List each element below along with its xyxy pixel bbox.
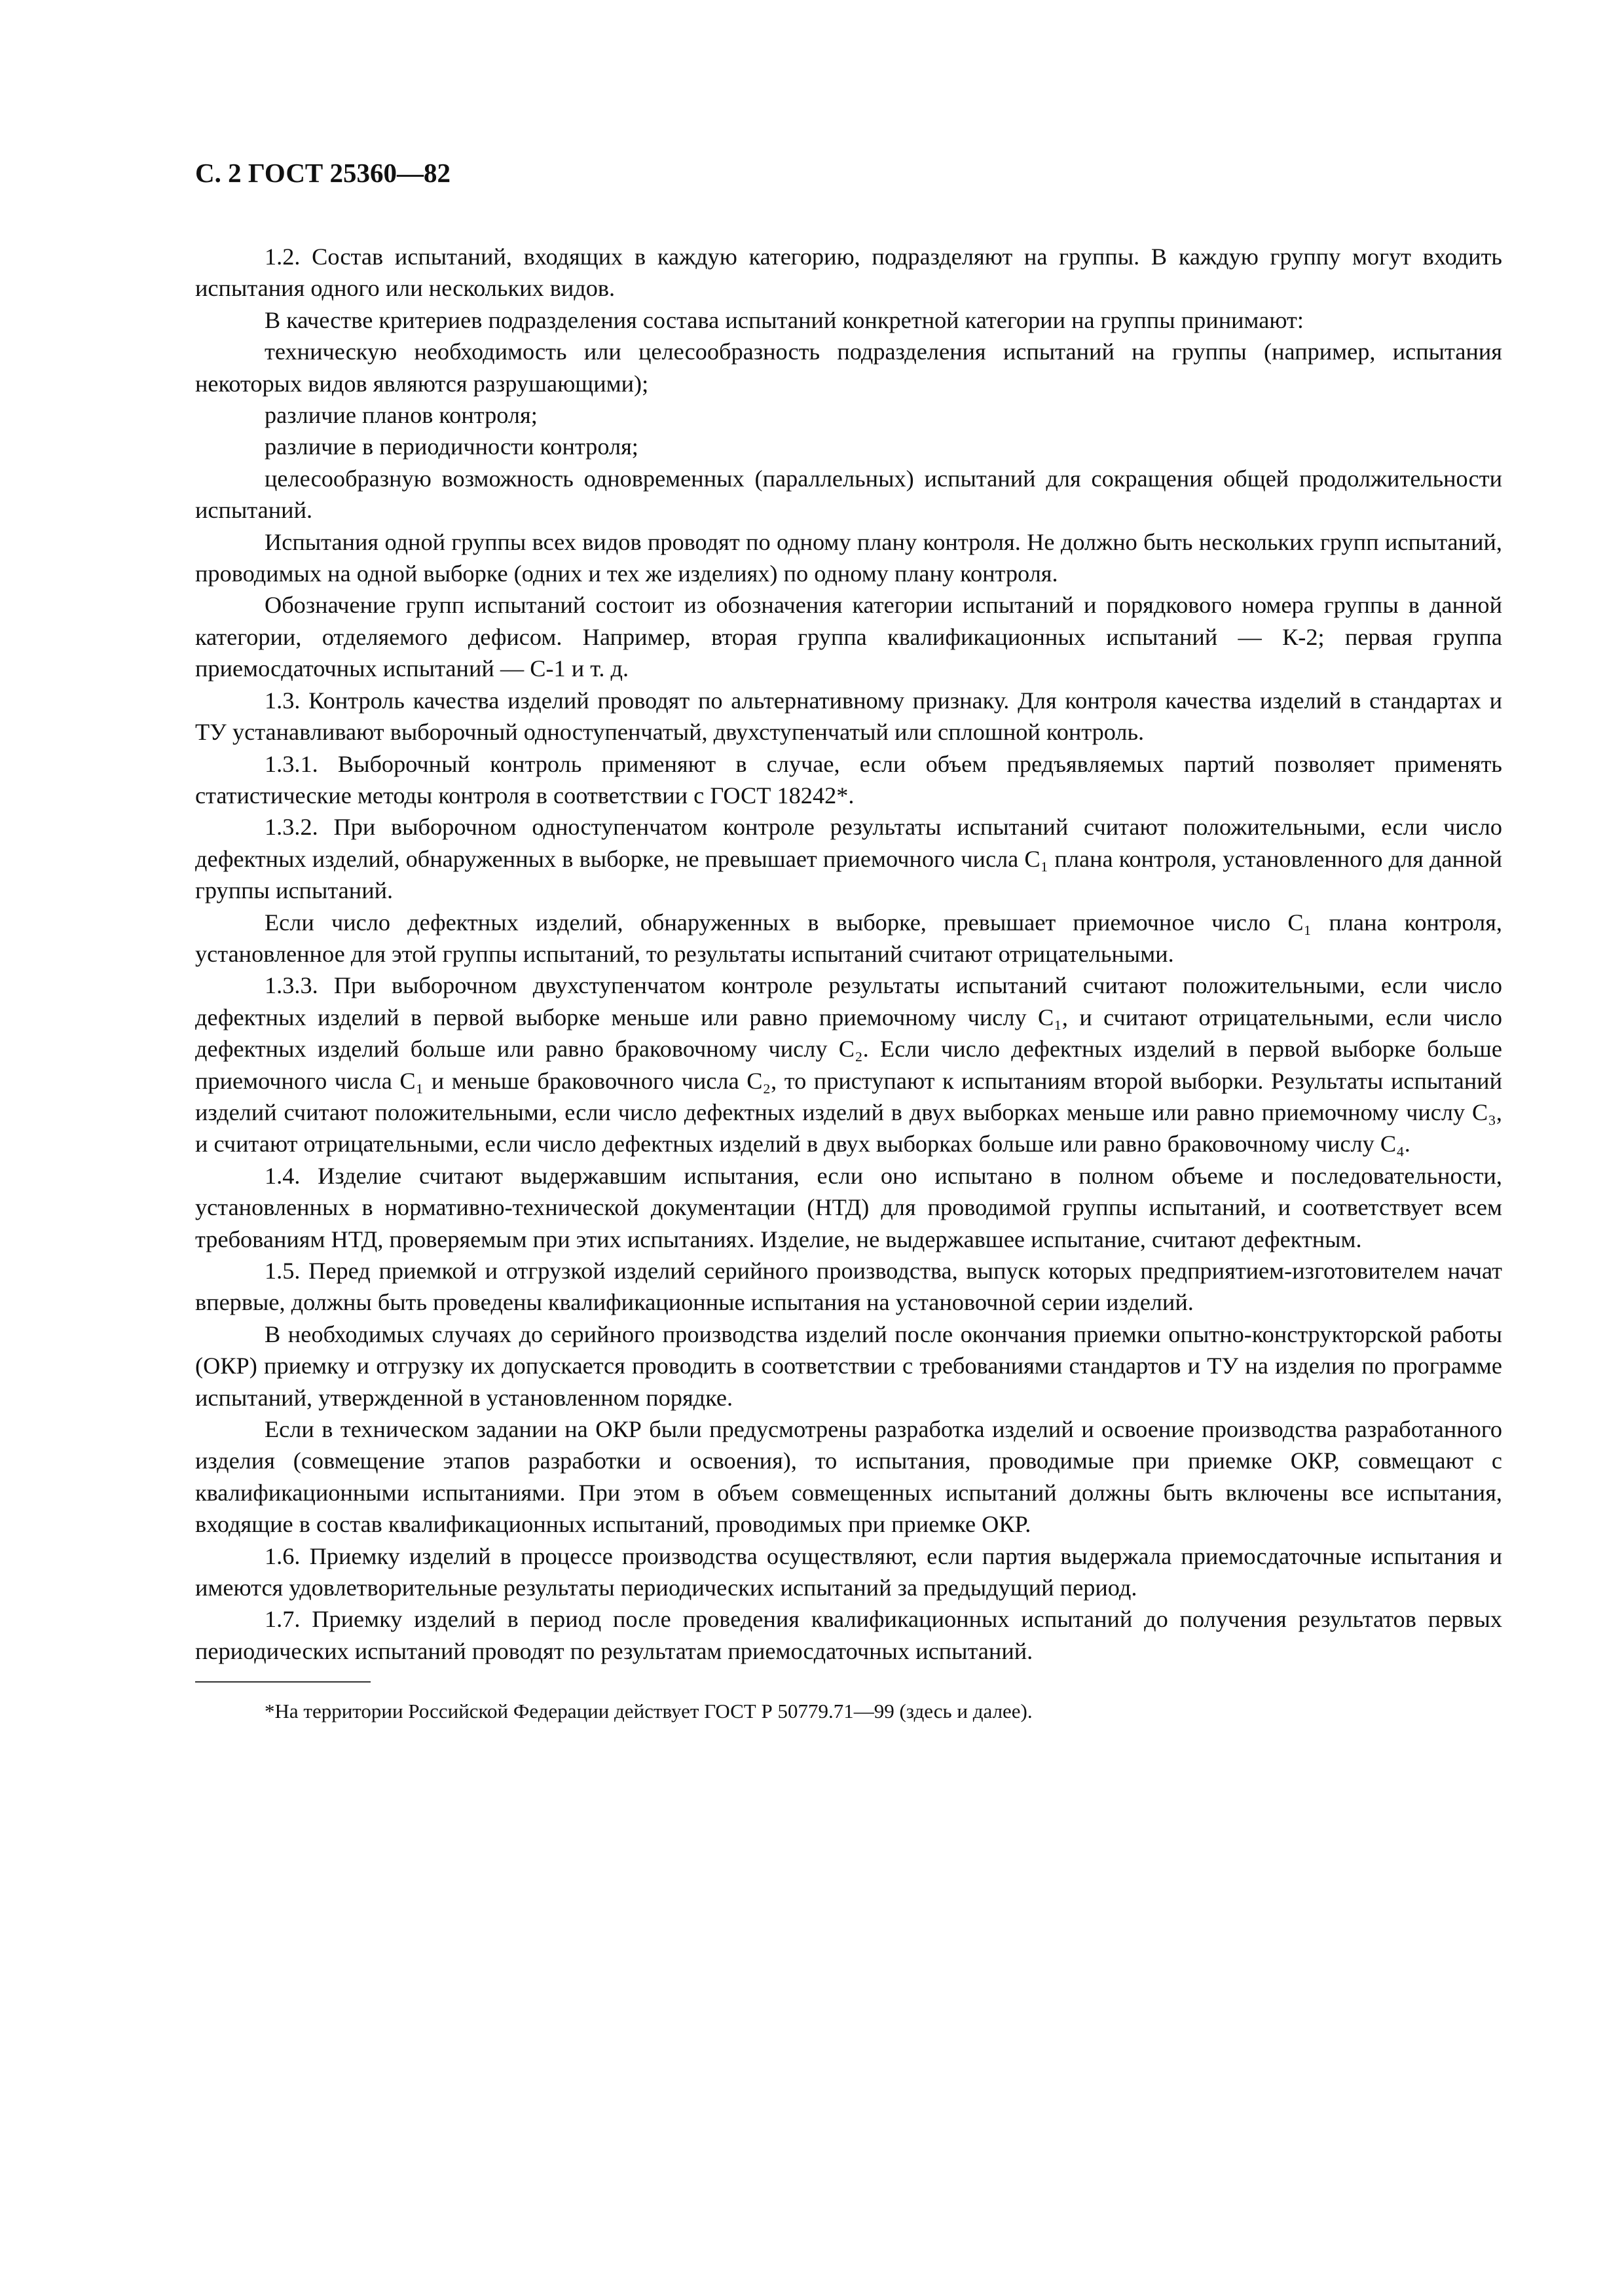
paragraph-negative-result: Если число дефектных изделий, обнаруженных в выборке, превышает приемочное число C₁ плана контроля, установленное для этой группы испытаний, то результаты испытаний считают отрицательными. — [195, 909, 1502, 967]
document-page — [195, 157, 1502, 1726]
footnote: *На территории Российской Федерации действует ГОСТ Р 50779.71—99 (здесь и далее). — [265, 1700, 1033, 1723]
paragraph-one-plan: Испытания одной группы всех видов проводят по одному плану контроля. Не должно быть нескольких групп испытаний, проводимых на одной выборке (одних и тех же изделиях) по одному плану контроля. — [195, 528, 1502, 587]
paragraph-1-3: 1.3. Контроль качества изделий проводят по альтернативному признаку. Для контроля качества изделий в стандартах и ТУ устанавливают выборочный одноступенчатый, двухступенчатый или сплошной контроль. — [195, 687, 1502, 746]
paragraph-criterion-technical: техническую необходимость или целесообразность подразделения испытаний на группы (например, испытания некоторых видов являются разрушающими); — [195, 338, 1502, 397]
paragraph-1-2: 1.2. Состав испытаний, входящих в каждую категорию, подразделяют на группы. В каждую группу могут входить испытания одного или нескольких видов. — [195, 244, 1502, 302]
paragraph-criterion-plans: различие планов контроля; — [265, 402, 538, 429]
paragraph-1-3-2: 1.3.2. При выборочном одноступенчатом контроле результаты испытаний считают положительными, если число дефектных изделий, обнаруженных в выборке, не превышает приемочного числа C₁ плана контроля, установленного для данной группы испытаний. — [195, 814, 1502, 904]
paragraph-1-3-1: 1.3.1. Выборочный контроль применяют в случае, если объем предъявляемых партий позволяет применять статистические методы контроля в соответствии с ГОСТ 18242*. — [195, 750, 1502, 809]
paragraph-criteria-intro: В качестве критериев подразделения состава испытаний конкретной категории на группы принимают: — [265, 306, 1304, 333]
paragraph-okr-acceptance: В необходимых случаях до серийного производства изделий после окончания приемки опытно-конструкторской работы (ОКР) приемку и отгрузку их допускается проводить в соответствии с требованиями стандартов и ТУ на изделия по программе испытаний, утвержденной в установленном порядке. — [195, 1321, 1502, 1411]
footnote-divider — [195, 1681, 371, 1683]
paragraph-1-3-3: 1.3.3. При выборочном двухступенчатом контроле результаты испытаний считают положительными, если число дефектных изделий в первой выборке меньше или равно приемочному числу C₁, и считают отрицательными, если число дефектных изделий больше или равно браковочному числу C₂. Если число дефектных изделий в первой выборке больше приемочного числа C₁ и меньше браковочного числа C₂, то приступают к испытаниям второй выборки. Результаты испытаний изделий считают положительными, если число дефектных изделий в двух выборках меньше или равно приемочному числу C₃, и считают отрицательными, если число дефектных изделий в двух выборках больше или равно браковочному числу C₄. — [195, 972, 1502, 1157]
paragraph-1-4: 1.4. Изделие считают выдержавшим испытания, если оно испытано в полном объеме и последовательности, установленных в нормативно-технической документации (НТД) для проводимой группы испытаний, и соответствует всем требованиям НТД, проверяемым при этих испытаниях. Изделие, не выдержавшее испытание, считают дефектным. — [195, 1162, 1502, 1252]
page-header: С. 2 ГОСТ 25360—82 — [195, 158, 451, 188]
paragraph-criterion-parallel: целесообразную возможность одновременных (параллельных) испытаний для сокращения общей продолжительности испытаний. — [195, 465, 1502, 524]
paragraph-criterion-periodicity: различие в периодичности контроля; — [265, 433, 638, 460]
paragraph-okr-combined: Если в техническом задании на ОКР были предусмотрены разработка изделий и освоение производства разработанного изделия (совмещение этапов разработки и освоения), то испытания, проводимые при приемке ОКР, совмещают с квалификационными испытаниями. При этом в объем совмещенных испытаний должны быть включены все испытания, входящие в состав квалификационных испытаний, проводимых при приемке ОКР. — [195, 1416, 1502, 1538]
document-body — [195, 241, 1502, 1667]
paragraph-group-designation: Обозначение групп испытаний состоит из обозначения категории испытаний и порядкового номера группы в данной категории, отделяемого дефисом. Например, вторая группа квалификационных испытаний — К-2; первая группа приемосдаточных испытаний — С-1 и т. д. — [195, 592, 1502, 682]
paragraph-1-6: 1.6. Приемку изделий в процессе производства осуществляют, если партия выдержала приемосдаточные испытания и имеются удовлетворительные результаты периодических испытаний за предыдущий период. — [195, 1542, 1502, 1601]
paragraph-1-7: 1.7. Приемку изделий в период после проведения квалификационных испытаний до получения результатов первых периодических испытаний проводят по результатам приемосдаточных испытаний. — [195, 1606, 1502, 1664]
paragraph-1-5: 1.5. Перед приемкой и отгрузкой изделий серийного производства, выпуск которых предприятием-изготовителем начат впервые, должны быть проведены квалификационные испытания на установочной серии изделий. — [195, 1258, 1502, 1316]
